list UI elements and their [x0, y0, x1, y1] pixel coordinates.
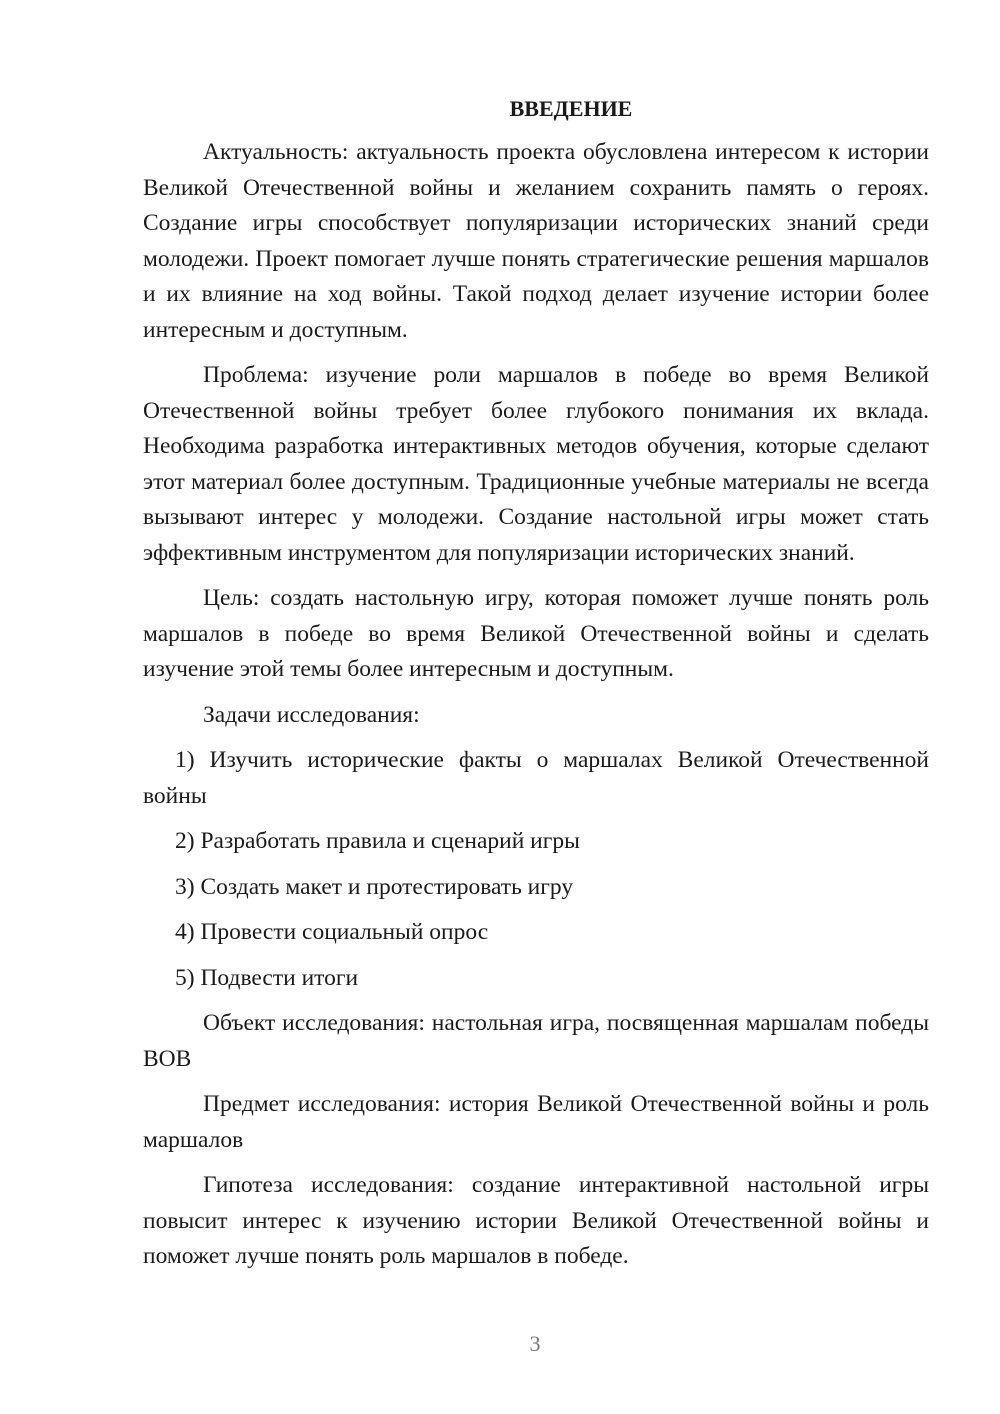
task-item-4: 4) Провести социальный опрос [175, 919, 489, 945]
task-item-2: 2) Разработать правила и сценарий игры [175, 828, 580, 854]
task-item-3: 3) Создать макет и протестировать игру [175, 873, 574, 900]
page-title: ВВЕДЕНИЕ [509, 96, 633, 121]
goal-paragraph: Цель: создать настольную игру, которая поможет лучше понять роль маршалов в победе во время Великой Отечественной войны и сделать изучение этой темы более интересным и доступным. [143, 585, 929, 682]
relevance-paragraph: Актуальность: актуальность проекта обусловлена интересом к истории Великой Отечественной войны и желанием сохранить память о героях. Создание игры способствует популяризации исторических знаний среди молодежи. Проект помогает лучше понять стратегические решения маршалов и их влияние на ход войны. Такой подход делает изучение истории более интересным и доступным. [143, 139, 929, 343]
page-number: 3 [529, 1331, 541, 1356]
tasks-list [143, 743, 929, 996]
tasks-heading: Задачи исследования: [203, 701, 420, 728]
task-item-5: 5) Подвести итоги [175, 964, 359, 991]
page-content [143, 92, 929, 1285]
object-paragraph: Объект исследования: настольная игра, посвященная маршалам победы ВОВ [143, 1010, 929, 1072]
problem-paragraph: Проблема: изучение роли маршалов в победе во время Великой Отечественной войны требует более глубокого понимания их вклада. Необходима разработка интерактивных методов обучения, которые сделают этот материал более доступным. Традиционные учебные материалы не всегда вызывают интерес у молодежи. Создание настольной игры может стать эффективным инструментом для популяризации исторических знаний. [143, 362, 929, 566]
hypothesis-paragraph: Гипотеза исследования: создание интерактивной настольной игры повысит интерес к изучению истории Великой Отечественной войны и поможет лучше понять роль маршалов в победе. [143, 1172, 929, 1269]
task-item-1: 1) Изучить исторические факты о маршалах Великой Отечественной войны [143, 747, 929, 809]
subject-paragraph: Предмет исследования: история Великой Отечественной войны и роль маршалов [143, 1091, 929, 1153]
